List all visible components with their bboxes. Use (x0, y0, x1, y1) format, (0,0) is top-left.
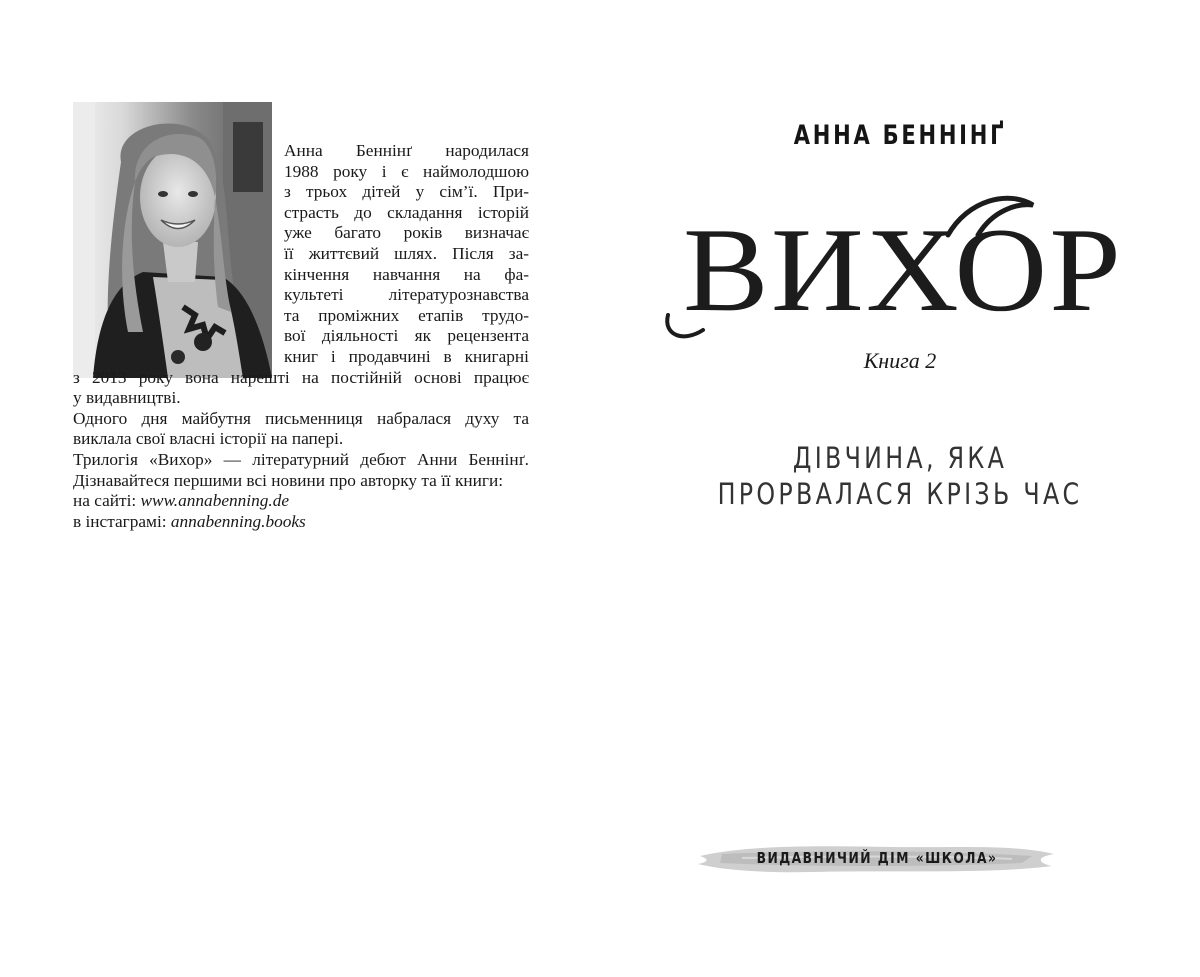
instagram-label: в інстаграмі: (73, 511, 171, 531)
bio-line: та проміжних етапів трудо- (284, 305, 529, 325)
bio-line: страсть до складання історій (284, 202, 529, 222)
bio-line: кінчення навчання на фа- (284, 264, 529, 284)
bio-line: з 2013 року вона нарешті на постійній основі працює (73, 367, 529, 387)
bio-line: з трьох дітей у сім’ї. При- (284, 182, 529, 202)
website-label: на сайті: (73, 491, 141, 511)
subtitle-line-1: ДІВЧИНА, ЯКА (792, 441, 1008, 475)
author-name: АННА БЕННІНҐ (793, 120, 1007, 151)
bio-line: книг і продавчині в книгарні (284, 346, 529, 366)
right-page (600, 0, 1200, 977)
bio-line: Анна Беннінґ народилася (284, 141, 529, 160)
bio-paragraph-3: Трилогія «Вихор» — літературний дебют Анни Беннінґ. Дізнавайтеся першими всі новини про авторку та її книги: (73, 449, 529, 490)
bio-paragraph-2: Одного дня майбутня письменниця набралася духу та виклала свої власні історії на папері. (73, 408, 529, 449)
bio-line: її життєвий шлях. Після за- (284, 243, 529, 263)
publisher-name: ВИДАВНИЧИЙ ДІМ «ШКОЛА» (756, 849, 998, 867)
bio-line: уже багато років визначає (284, 223, 529, 243)
book-title-text: ВИХОР (683, 203, 1123, 336)
subtitle (654, 440, 1146, 512)
website-line (73, 491, 529, 512)
author-bio (73, 141, 529, 532)
book-number: Книга 2 (863, 348, 937, 373)
website-link[interactable]: www.annabenning.de (140, 491, 290, 511)
bio-line: 1988 року і є наймолодшою (284, 161, 529, 181)
book-title (648, 175, 1158, 365)
instagram-link[interactable]: annabenning.books (170, 511, 306, 531)
instagram-line (73, 512, 529, 533)
subtitle-line-2: ПРОРВАЛАСЯ КРІЗЬ ЧАС (717, 477, 1083, 511)
bio-line: вої діяльності як рецензента (284, 326, 529, 346)
bio-line: у видавництві. (73, 388, 181, 408)
publisher-block (692, 836, 1062, 880)
bio-line: культеті літературознавства (284, 285, 529, 305)
